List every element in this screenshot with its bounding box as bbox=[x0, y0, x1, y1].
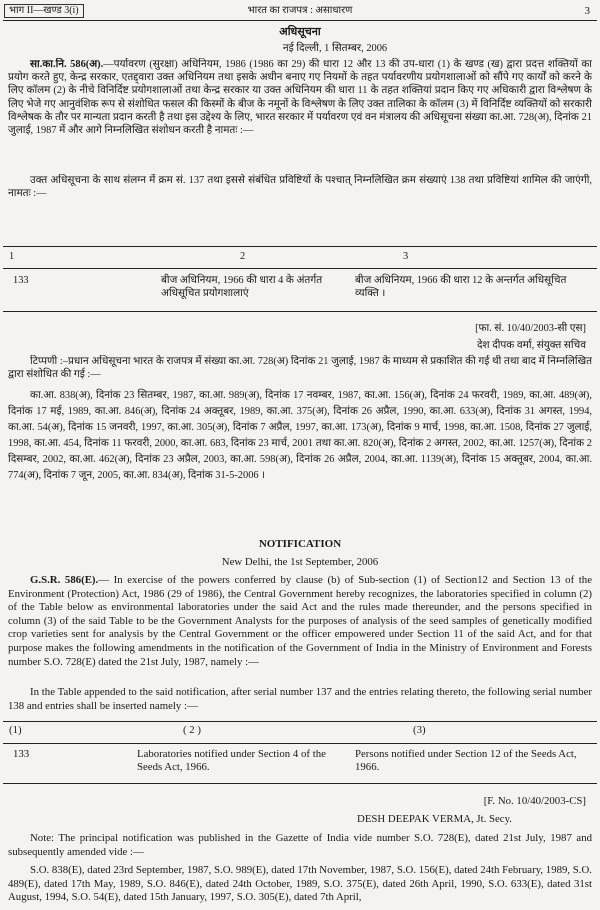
hindi-place-date: नई दिल्ली, 1 सितम्बर, 2006 bbox=[282, 43, 388, 54]
english-amendments: S.O. 838(E), dated 23rd September, 1987, S.O. 989(E), dated 17th November, 1987, S.O. 156(E), dated 24th February, 1989, S.O. 489(E), dated 17th May, 1989, S.O. 846(E), dated 24th October, 1989, S.O. 375(E), dated 26th April, 1990, S.O. 633(E), dated 31st August, 1994, S.O. 54(E), dated 15th January, 1997, S.O. 305(E), dated 7th April, bbox=[8, 864, 592, 904]
hindi-table-header bbox=[5, 250, 595, 270]
english-table-bottom-rule bbox=[3, 783, 597, 784]
hindi-table-top-rule bbox=[3, 246, 597, 247]
english-table-top-rule bbox=[3, 721, 597, 722]
english-paragraph-2: In the Table appended to the said notification, after serial number 137 and the entries relating thereto, the following serial number 138 and entries shall be inserted namely :— bbox=[8, 686, 592, 712]
english-place-date: New Delhi, the 1st September, 2006 bbox=[221, 556, 379, 568]
english-table-mid-rule bbox=[3, 743, 597, 744]
hindi-para1-text: —पर्यावरण (सुरक्षा) अधिनियम, 1986 (1986 का 29) की धारा 12 और 13 की उप-धारा (1) के खण्ड (ख) द्वारा प्रदत्त शक्तियों का प्रयोग करते हुए, केन्द्र सरकार, एतद्द्वारा उक्त अधिनियम तथा इसके अधीन बनाए गए नियमों के तहत पर्यावरणीय प्रयोगशालाओं को सौंपे गए कार्यों को करने के लिए कॉलम (2) के नीचे विनिर्दिष्ट प्रयोगशालाओं तथा केन्द्र सरकार या उक्त अधिनियम की धारा 11 के तहत शक्तियां प्रदान किए गए अधिकारी द्वारा विश्लेषण के लिए भेजे गए आनुवंशिक रूप से संशोधित फसल की किस्मों के बीज के नमूनों के विश्लेषण के लिए उक्त तालिका के कॉलम (3) में विनिर्दिष्ट व्यक्तियों को सरकारी विश्लेषक के तौर पर मान्यता प्रदान करती है तथा इस उद्देश्य के लिए, भारत सरकार में पर्यावरण एवं वन मंत्रालय की अधिसूचना संख्या का.आ. 728(अ), दिनांक 21 जुलाई, 1987 में और आगे निम्नलिखित संशोधन करती है नामतः :— bbox=[8, 59, 592, 137]
hindi-amendments: का.आ. 838(अ), दिनांक 23 सितम्बर, 1987, का.आ. 989(अ), दिनांक 17 नवम्बर, 1987, का.आ. 156(अ), दिनांक 24 फरवरी, 1989, का.आ. 489(अ), दिनांक 17 मई, 1989, का.आ. 846(अ), दिनांक 24 अक्तूबर, 1989, का.आ. 375(अ), दिनांक 26 अप्रैल, 1990, का.आ. 633(अ), दिनांक 31 अगस्त, 1994, का.आ. 54(अ), दिनांक 15 जनवरी, 1997, का.आ. 305(अ), दिनांक 7 अप्रैल, 1997, का.आ. 173(अ), दिनांक 9 मार्च, 1998, का.आ. 1508, दिनांक 27 जुलाई, 1998, का.आ. 454, दिनांक 11 फरवरी, 2000, का.आ. 683, दिनांक 23 मार्च, 2001 तथा का.आ. 820(अ), दिनांक 2 अगस्त, 2002, का.आ. 1257(अ), दिनांक 2 दिसम्बर, 2002, का.आ. 462(अ), दिनांक 23 अप्रैल, 2003, का.आ. 598(अ), दिनांक 26 अप्रैल, 2004, का.आ. 1139(अ), दिनांक 15 अक्तूबर, 2004, का.आ. 774(अ), दिनांक 7 जून, 2005, का.आ. 834(अ), दिनांक 31-5-2006 । bbox=[8, 390, 592, 481]
hindi-col1-header: 1 bbox=[9, 251, 15, 262]
english-heading: NOTIFICATION bbox=[258, 538, 342, 550]
page-header bbox=[4, 4, 596, 18]
hindi-paragraph-1 bbox=[8, 58, 592, 166]
english-note: Note: The principal notification was published in the Gazette of India vide number S.O. 728(E), dated 21st July, 1987 and subsequently amended vide :— bbox=[8, 832, 592, 858]
english-col3-cell: Persons notified under Section 12 of the Seeds Act, 1966. bbox=[355, 748, 577, 773]
hindi-col3-cell: बीज अधिनियम, 1966 की धारा 12 के अन्तर्गत अधिसूचित व्यक्ति । bbox=[355, 275, 567, 299]
english-paragraph-1 bbox=[8, 574, 592, 684]
hindi-table-bottom-rule bbox=[3, 311, 597, 312]
english-serial: 133 bbox=[13, 748, 30, 760]
hindi-col2-header: 2 bbox=[240, 251, 246, 262]
hindi-note: टिप्पणी :–प्रधान अधिसूचना भारत के राजपत्र में संख्या का.आ. 728(अ) दिनांक 21 जुलाई, 1987 के माध्यम से प्रकाशित की गई थी तथा बाद में निम्नलिखित द्वारा संशोधित की गई :— bbox=[8, 356, 592, 381]
english-para1-text: — In exercise of the powers conferred by clause (b) of Sub-section (1) of Section12 and Section 13 of the Environment (Protection) Act, 1986 (29 of 1986), the Central Government hereby recognizes, the laboratories specified in column (2) of the Table below as environmental laboratories under the said Act and the rules made thereunder, and the persons specified in column (3) of the said Table to be the Government Analysts for the purposes of analysis of the seed samples of genetically modified crop varieties sent for analysis by the Central Government or the officer empowered under Section 11 of the said Act, and for that purpose makes the following amendments in the notification of the Government of India in the Ministry of Environment and Forests number S.O. 728(E) dated the 21st July, 1987, namely :— bbox=[8, 574, 592, 668]
hindi-serial: 133 bbox=[13, 275, 29, 286]
hindi-col3-header: 3 bbox=[403, 251, 409, 262]
header-rule bbox=[3, 20, 597, 21]
hindi-table-row bbox=[5, 274, 595, 310]
english-signatory: DESH DEEPAK VERMA, Jt. Secy. bbox=[357, 813, 512, 825]
gazette-title: भारत का राजपत्र : असाधारण bbox=[247, 5, 353, 16]
hindi-col2-cell: बीज अधिनियम, 1966 की धारा 4 के अंतर्गत अधिसूचित प्रयोगशालाएं bbox=[161, 275, 323, 299]
english-col1-header: (1) bbox=[9, 724, 22, 736]
english-table-header bbox=[5, 724, 595, 742]
english-col2-cell: Laboratories notified under Section 4 of the Seeds Act, 1966. bbox=[137, 748, 326, 773]
english-file-number: [F. No. 10/40/2003-CS] bbox=[483, 795, 586, 807]
gazette-part: भाग II—खण्ड 3(i) bbox=[4, 4, 84, 18]
hindi-file-number: [फा. सं. 10/40/2003-सी एस] bbox=[475, 323, 586, 334]
hindi-heading: अधिसूचना bbox=[279, 26, 321, 38]
hindi-gsr: सा.का.नि. 586(अ). bbox=[30, 59, 104, 70]
english-gsr: G.S.R. 586(E). bbox=[30, 574, 99, 586]
page-number: 3 bbox=[584, 5, 590, 17]
hindi-signatory: देश दीपक वर्मा, संयुक्त सचिव bbox=[477, 340, 586, 351]
english-table-row bbox=[5, 748, 595, 780]
english-col3-header: (3) bbox=[413, 724, 426, 736]
hindi-table-mid-rule bbox=[3, 268, 597, 269]
hindi-paragraph-2: उक्त अधिसूचना के साथ संलग्न में क्रम सं. 137 तथा इससे संबंधित प्रविष्टियों के पश्चात् निम्नलिखित क्रम संख्याएं 138 तथा प्रविष्टियां शामिल की जाएंगी, नामतः :— bbox=[8, 175, 592, 200]
english-col2-header: ( 2 ) bbox=[183, 724, 201, 736]
